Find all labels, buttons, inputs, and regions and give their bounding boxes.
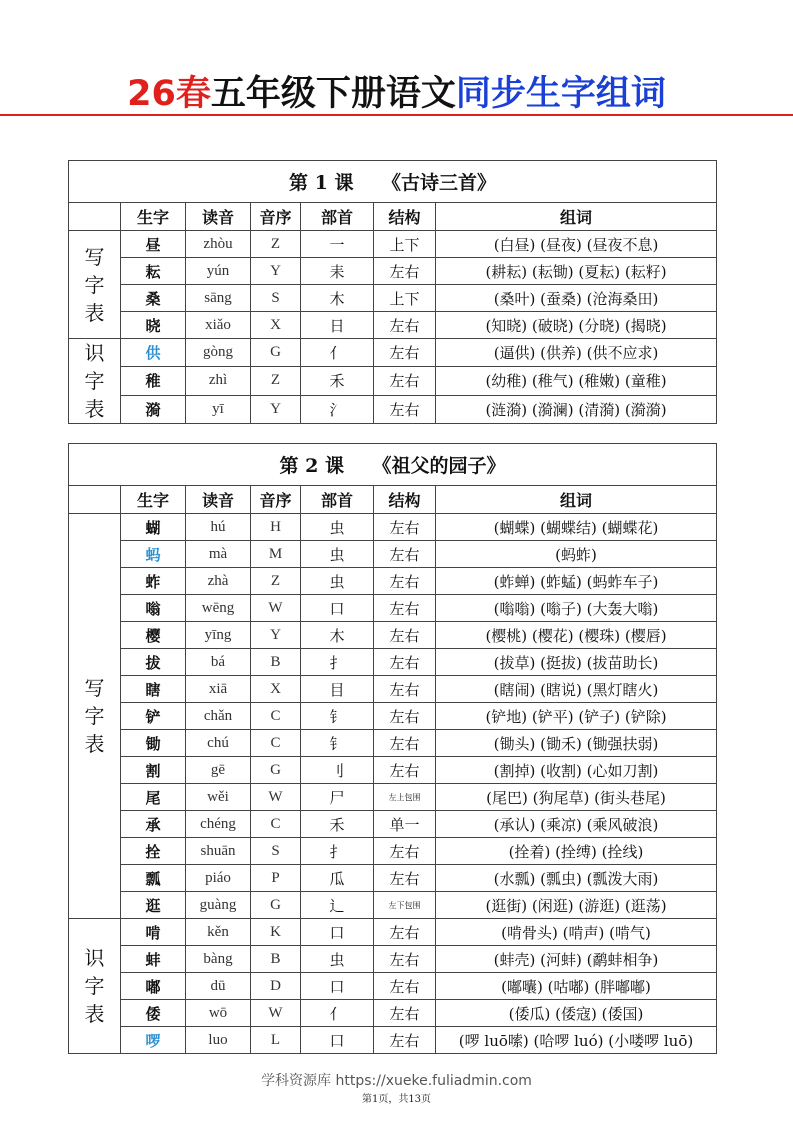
pinyin-cell: xiǎo (186, 312, 251, 339)
table-row (69, 258, 717, 285)
lesson-2-table (68, 443, 717, 1054)
radical-cell: 钅 (301, 703, 374, 730)
initial-cell: C (251, 730, 301, 757)
radical-cell: 木 (301, 285, 374, 312)
pinyin-cell: zhà (186, 568, 251, 595)
character-cell: 拴 (121, 838, 186, 865)
character-cell: 承 (121, 811, 186, 838)
character-cell: 蚌 (121, 946, 186, 973)
initial-cell: B (251, 649, 301, 676)
character-cell: 尾 (121, 784, 186, 811)
table-row (69, 676, 717, 703)
column-header: 生字 (121, 203, 186, 231)
footer-page-number: 第1页，共13页 (361, 1094, 432, 1105)
initial-cell: B (251, 946, 301, 973)
character-cell: 昼 (121, 231, 186, 258)
structure-cell: 左右 (374, 595, 436, 622)
header-blank (69, 486, 121, 514)
initial-cell: X (251, 312, 301, 339)
structure-cell: 左右 (374, 703, 436, 730)
structure-cell: 左右 (374, 1027, 436, 1054)
table-row (69, 339, 717, 367)
structure-cell: 左右 (374, 1000, 436, 1027)
character-cell: 倭 (121, 1000, 186, 1027)
pinyin-cell: wěi (186, 784, 251, 811)
character-cell: 嘟 (121, 973, 186, 1000)
structure-cell: 左右 (374, 838, 436, 865)
table-row (69, 312, 717, 339)
words-cell: (尾巴) (狗尾草) (街头巷尾) (436, 784, 717, 811)
structure-cell: 单一 (374, 811, 436, 838)
group-label-cell (69, 514, 121, 919)
table-row (69, 946, 717, 973)
character-cell: 耘 (121, 258, 186, 285)
table-row (69, 568, 717, 595)
structure-cell: 左右 (374, 339, 436, 367)
radical-cell: 虫 (301, 514, 374, 541)
header-row (69, 486, 717, 514)
pinyin-cell: yún (186, 258, 251, 285)
initial-cell: Z (251, 568, 301, 595)
structure-cell: 左右 (374, 919, 436, 946)
radical-cell: 目 (301, 676, 374, 703)
table-row (69, 285, 717, 312)
column-header: 结构 (374, 486, 436, 514)
structure-cell: 左右 (374, 514, 436, 541)
character-cell: 啃 (121, 919, 186, 946)
structure-cell: 左右 (374, 395, 436, 423)
words-cell: (啰 luō嗦) (哈啰 luó) (小喽啰 luō) (436, 1027, 717, 1054)
initial-cell: Y (251, 395, 301, 423)
table-row (69, 1027, 717, 1054)
pinyin-cell: kěn (186, 919, 251, 946)
pinyin-cell: gē (186, 757, 251, 784)
words-cell: (水瓢) (瓢虫) (瓢泼大雨) (436, 865, 717, 892)
radical-cell: 虫 (301, 946, 374, 973)
character-cell: 蝴 (121, 514, 186, 541)
pinyin-cell: yī (186, 395, 251, 423)
group-label-cell (69, 339, 121, 424)
pinyin-cell: chéng (186, 811, 251, 838)
radical-cell: 钅 (301, 730, 374, 757)
character-cell: 蚱 (121, 568, 186, 595)
radical-cell: 辶 (301, 892, 374, 919)
radical-cell: 口 (301, 595, 374, 622)
radical-cell: 口 (301, 973, 374, 1000)
structure-cell: 左右 (374, 312, 436, 339)
radical-cell: 口 (301, 919, 374, 946)
character-cell: 蚂 (121, 541, 186, 568)
table-row (69, 541, 717, 568)
group-label: 识字表 (84, 341, 105, 421)
initial-cell: S (251, 838, 301, 865)
header-blank (69, 203, 121, 231)
initial-cell: W (251, 1000, 301, 1027)
initial-cell: Z (251, 367, 301, 395)
radical-cell: 氵 (301, 395, 374, 423)
radical-cell: 瓜 (301, 865, 374, 892)
table-row (69, 784, 717, 811)
words-cell: (涟漪) (漪澜) (清漪) (漪漪) (436, 395, 717, 423)
table-row (69, 757, 717, 784)
column-header: 部首 (301, 203, 374, 231)
table-row (69, 892, 717, 919)
initial-cell: C (251, 811, 301, 838)
initial-cell: L (251, 1027, 301, 1054)
table-row (69, 622, 717, 649)
initial-cell: D (251, 973, 301, 1000)
title-year: 26春 (127, 74, 211, 114)
words-cell: (白昼) (昼夜) (昼夜不息) (436, 231, 717, 258)
group-label-cell (69, 231, 121, 339)
pinyin-cell: guàng (186, 892, 251, 919)
pinyin-cell: mà (186, 541, 251, 568)
initial-cell: P (251, 865, 301, 892)
words-cell: (耕耘) (耘锄) (夏耘) (耘籽) (436, 258, 717, 285)
pinyin-cell: yīng (186, 622, 251, 649)
footer-source: 学科资源库 https://xueke.fuliadmin.com (261, 1073, 532, 1089)
pinyin-cell: xiā (186, 676, 251, 703)
column-header: 音序 (251, 203, 301, 231)
radical-cell: 日 (301, 312, 374, 339)
structure-cell: 左右 (374, 258, 436, 285)
pinyin-cell: wēng (186, 595, 251, 622)
words-cell: (蚌壳) (河蚌) (鹬蚌相争) (436, 946, 717, 973)
radical-cell: 扌 (301, 838, 374, 865)
radical-cell: 禾 (301, 811, 374, 838)
lesson-1-table (68, 160, 717, 424)
structure-cell: 左上包围 (374, 784, 436, 811)
column-header: 部首 (301, 486, 374, 514)
structure-cell: 上下 (374, 231, 436, 258)
initial-cell: S (251, 285, 301, 312)
initial-cell: X (251, 676, 301, 703)
words-cell: (樱桃) (樱花) (樱珠) (樱唇) (436, 622, 717, 649)
pinyin-cell: sāng (186, 285, 251, 312)
words-cell: (逼供) (供养) (供不应求) (436, 339, 717, 367)
title-divider (0, 114, 793, 116)
words-cell: (拴着) (拴缚) (拴线) (436, 838, 717, 865)
group-label: 写字表 (84, 676, 105, 756)
words-cell: (铲地) (铲平) (铲子) (铲除) (436, 703, 717, 730)
character-cell: 瓢 (121, 865, 186, 892)
table-row (69, 231, 717, 258)
lesson-title-row (69, 444, 717, 486)
title-topic: 同步生字组词 (455, 74, 666, 114)
column-header: 生字 (121, 486, 186, 514)
character-cell: 嗡 (121, 595, 186, 622)
pinyin-cell: chǎn (186, 703, 251, 730)
structure-cell: 左右 (374, 757, 436, 784)
table-row (69, 811, 717, 838)
radical-cell: 扌 (301, 649, 374, 676)
structure-cell: 左右 (374, 676, 436, 703)
initial-cell: Y (251, 622, 301, 649)
character-cell: 拔 (121, 649, 186, 676)
words-cell: (拔草) (挺拔) (拔苗助长) (436, 649, 717, 676)
radical-cell: 尸 (301, 784, 374, 811)
table-row (69, 919, 717, 946)
radical-cell: 虫 (301, 541, 374, 568)
words-cell: (桑叶) (蚕桑) (沧海桑田) (436, 285, 717, 312)
table-row (69, 838, 717, 865)
radical-cell: 亻 (301, 1000, 374, 1027)
radical-cell: 耒 (301, 258, 374, 285)
words-cell: (知晓) (破晓) (分晓) (揭晓) (436, 312, 717, 339)
group-label: 写字表 (84, 244, 105, 325)
words-cell: (承认) (乘凉) (乘风破浪) (436, 811, 717, 838)
table-row (69, 514, 717, 541)
words-cell: (蚱蝉) (蚱蜢) (蚂蚱车子) (436, 568, 717, 595)
table-row (69, 703, 717, 730)
pinyin-cell: bá (186, 649, 251, 676)
initial-cell: G (251, 757, 301, 784)
character-cell: 稚 (121, 367, 186, 395)
radical-cell: 一 (301, 231, 374, 258)
pinyin-cell: luo (186, 1027, 251, 1054)
words-cell: (瞎闹) (瞎说) (黑灯瞎火) (436, 676, 717, 703)
words-cell: (嗡嗡) (嗡子) (大轰大嗡) (436, 595, 717, 622)
character-cell: 割 (121, 757, 186, 784)
pinyin-cell: zhòu (186, 231, 251, 258)
radical-cell: 禾 (301, 367, 374, 395)
words-cell: (逛街) (闲逛) (游逛) (逛荡) (436, 892, 717, 919)
initial-cell: W (251, 595, 301, 622)
initial-cell: W (251, 784, 301, 811)
character-cell: 瞎 (121, 676, 186, 703)
lesson-title: 第 2 课 《祖父的园子》 (69, 444, 717, 486)
group-label: 识字表 (84, 946, 105, 1026)
structure-cell: 左右 (374, 649, 436, 676)
radical-cell: 刂 (301, 757, 374, 784)
structure-cell: 左右 (374, 568, 436, 595)
column-header: 结构 (374, 203, 436, 231)
header-row (69, 203, 717, 231)
structure-cell: 左右 (374, 946, 436, 973)
pinyin-cell: zhì (186, 367, 251, 395)
pinyin-cell: bàng (186, 946, 251, 973)
lesson-title-row (69, 161, 717, 203)
pinyin-cell: wō (186, 1000, 251, 1027)
initial-cell: G (251, 339, 301, 367)
initial-cell: K (251, 919, 301, 946)
group-label-cell (69, 919, 121, 1054)
lesson-title: 第 1 课 《古诗三首》 (69, 161, 717, 203)
structure-cell: 左下包围 (374, 892, 436, 919)
structure-cell: 左右 (374, 730, 436, 757)
pinyin-cell: hú (186, 514, 251, 541)
page-title (0, 66, 793, 116)
initial-cell: H (251, 514, 301, 541)
initial-cell: G (251, 892, 301, 919)
column-header: 读音 (186, 203, 251, 231)
character-cell: 漪 (121, 395, 186, 423)
pinyin-cell: piáo (186, 865, 251, 892)
character-cell: 啰 (121, 1027, 186, 1054)
structure-cell: 左右 (374, 541, 436, 568)
initial-cell: Z (251, 231, 301, 258)
structure-cell: 左右 (374, 865, 436, 892)
column-header: 组词 (436, 486, 717, 514)
words-cell: (嘟囔) (咕嘟) (胖嘟嘟) (436, 973, 717, 1000)
words-cell: (蝴蝶) (蝴蝶结) (蝴蝶花) (436, 514, 717, 541)
character-cell: 桑 (121, 285, 186, 312)
structure-cell: 左右 (374, 622, 436, 649)
column-header: 读音 (186, 486, 251, 514)
words-cell: (割掉) (收割) (心如刀割) (436, 757, 717, 784)
words-cell: (蚂蚱) (436, 541, 717, 568)
column-header: 音序 (251, 486, 301, 514)
structure-cell: 上下 (374, 285, 436, 312)
radical-cell: 虫 (301, 568, 374, 595)
words-cell: (锄头) (锄禾) (锄强扶弱) (436, 730, 717, 757)
radical-cell: 木 (301, 622, 374, 649)
initial-cell: M (251, 541, 301, 568)
character-cell: 逛 (121, 892, 186, 919)
table-row (69, 865, 717, 892)
radical-cell: 口 (301, 1027, 374, 1054)
table-row (69, 649, 717, 676)
radical-cell: 亻 (301, 339, 374, 367)
initial-cell: Y (251, 258, 301, 285)
structure-cell: 左右 (374, 367, 436, 395)
character-cell: 樱 (121, 622, 186, 649)
words-cell: (啃骨头) (啃声) (啃气) (436, 919, 717, 946)
column-header: 组词 (436, 203, 717, 231)
table-row (69, 395, 717, 423)
pinyin-cell: shuān (186, 838, 251, 865)
character-cell: 晓 (121, 312, 186, 339)
table-row (69, 730, 717, 757)
pinyin-cell: dū (186, 973, 251, 1000)
character-cell: 铲 (121, 703, 186, 730)
words-cell: (倭瓜) (倭寇) (倭国) (436, 1000, 717, 1027)
table-row (69, 595, 717, 622)
initial-cell: C (251, 703, 301, 730)
pinyin-cell: gòng (186, 339, 251, 367)
words-cell: (幼稚) (稚气) (稚嫩) (童稚) (436, 367, 717, 395)
character-cell: 锄 (121, 730, 186, 757)
table-row (69, 367, 717, 395)
table-row (69, 1000, 717, 1027)
title-grade: 五年级下册语文 (210, 74, 456, 114)
structure-cell: 左右 (374, 973, 436, 1000)
table-row (69, 973, 717, 1000)
pinyin-cell: chú (186, 730, 251, 757)
character-cell: 供 (121, 339, 186, 367)
